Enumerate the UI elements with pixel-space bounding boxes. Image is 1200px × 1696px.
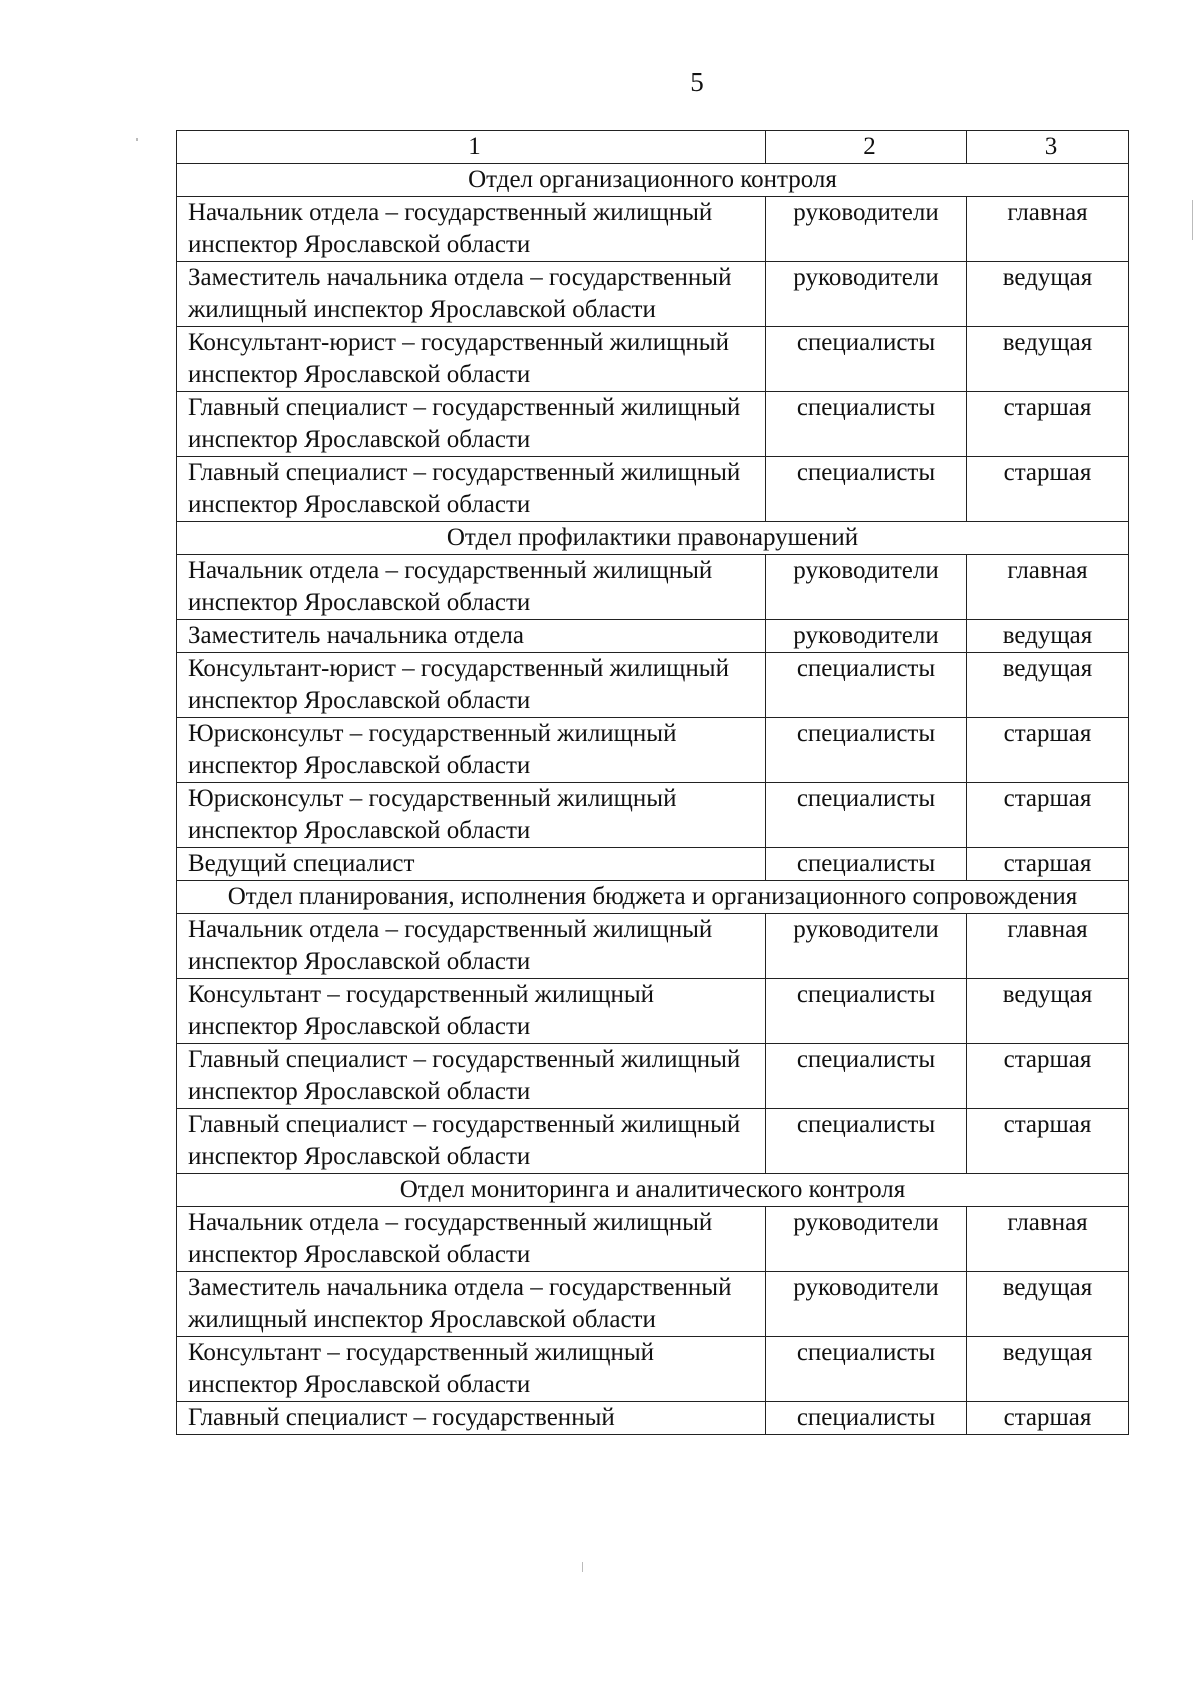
table-row — [177, 1109, 1129, 1174]
category-cell: старшая — [967, 718, 1129, 783]
category-cell: старшая — [967, 848, 1129, 881]
group-cell: специалисты — [766, 392, 967, 457]
department-title: Отдел профилактики правонарушений — [177, 522, 1129, 555]
category-cell: ведущая — [967, 653, 1129, 718]
position-cell: Консультант – государственный жилищный инспектор Ярославской области — [177, 979, 766, 1044]
category-cell: ведущая — [967, 1337, 1129, 1402]
section-header-row — [177, 881, 1129, 914]
position-cell: Юрисконсульт – государственный жилищный инспектор Ярославской области — [177, 783, 766, 848]
column-3-header: 3 — [967, 131, 1129, 164]
scan-speck — [582, 1562, 583, 1572]
category-cell: старшая — [967, 1044, 1129, 1109]
table-row — [177, 718, 1129, 783]
position-cell: Ведущий специалист — [177, 848, 766, 881]
group-cell: руководители — [766, 197, 967, 262]
position-cell: Главный специалист – государственный жилищный инспектор Ярославской области — [177, 457, 766, 522]
position-cell: Юрисконсульт – государственный жилищный инспектор Ярославской области — [177, 718, 766, 783]
category-cell: ведущая — [967, 327, 1129, 392]
page-number: 5 — [690, 67, 704, 97]
group-cell: специалисты — [766, 1402, 967, 1435]
position-cell: Консультант – государственный жилищный инспектор Ярославской области — [177, 1337, 766, 1402]
table-row — [177, 848, 1129, 881]
group-cell: руководители — [766, 620, 967, 653]
position-cell: Заместитель начальника отдела — [177, 620, 766, 653]
category-cell: старшая — [967, 1109, 1129, 1174]
table-row — [177, 197, 1129, 262]
group-cell: специалисты — [766, 457, 967, 522]
category-cell: старшая — [967, 1402, 1129, 1435]
table-header-row — [177, 131, 1129, 164]
scan-speck — [136, 138, 138, 141]
category-cell: старшая — [967, 457, 1129, 522]
category-cell: ведущая — [967, 262, 1129, 327]
group-cell: специалисты — [766, 1044, 967, 1109]
position-cell: Консультант-юрист – государственный жилищный инспектор Ярославской области — [177, 653, 766, 718]
department-title: Отдел планирования, исполнения бюджета и организационного сопровождения — [177, 881, 1129, 914]
position-cell: Главный специалист – государственный жилищный инспектор Ярославской области — [177, 1109, 766, 1174]
category-cell: главная — [967, 197, 1129, 262]
position-cell: Главный специалист – государственный — [177, 1402, 766, 1435]
category-cell: главная — [967, 914, 1129, 979]
table-body — [177, 131, 1129, 1435]
table-row — [177, 979, 1129, 1044]
table-row — [177, 392, 1129, 457]
position-cell: Консультант-юрист – государственный жилищный инспектор Ярославской области — [177, 327, 766, 392]
table-row — [177, 1337, 1129, 1402]
category-cell: ведущая — [967, 979, 1129, 1044]
position-cell: Главный специалист – государственный жилищный инспектор Ярославской области — [177, 1044, 766, 1109]
group-cell: специалисты — [766, 783, 967, 848]
group-cell: специалисты — [766, 653, 967, 718]
position-cell: Начальник отдела – государственный жилищный инспектор Ярославской области — [177, 197, 766, 262]
table-row — [177, 1272, 1129, 1337]
category-cell: главная — [967, 555, 1129, 620]
category-cell: ведущая — [967, 1272, 1129, 1337]
table-row — [177, 327, 1129, 392]
table-row — [177, 1044, 1129, 1109]
section-header-row — [177, 164, 1129, 197]
group-cell: руководители — [766, 1272, 967, 1337]
section-header-row — [177, 522, 1129, 555]
table-row — [177, 1402, 1129, 1435]
group-cell: специалисты — [766, 718, 967, 783]
position-cell: Заместитель начальника отдела – государственный жилищный инспектор Ярославской области — [177, 1272, 766, 1337]
category-cell: старшая — [967, 392, 1129, 457]
position-cell: Начальник отдела – государственный жилищный инспектор Ярославской области — [177, 1207, 766, 1272]
position-cell: Главный специалист – государственный жилищный инспектор Ярославской области — [177, 392, 766, 457]
table-row — [177, 914, 1129, 979]
department-title: Отдел мониторинга и аналитического контроля — [177, 1174, 1129, 1207]
table-row — [177, 783, 1129, 848]
column-1-header: 1 — [177, 131, 766, 164]
category-cell: старшая — [967, 783, 1129, 848]
group-cell: руководители — [766, 555, 967, 620]
section-header-row — [177, 1174, 1129, 1207]
category-cell: главная — [967, 1207, 1129, 1272]
table-row — [177, 262, 1129, 327]
category-cell: ведущая — [967, 620, 1129, 653]
table-row — [177, 457, 1129, 522]
group-cell: специалисты — [766, 1109, 967, 1174]
table-row — [177, 653, 1129, 718]
group-cell: специалисты — [766, 1337, 967, 1402]
position-cell: Начальник отдела – государственный жилищный инспектор Ярославской области — [177, 555, 766, 620]
table-row — [177, 620, 1129, 653]
group-cell: специалисты — [766, 848, 967, 881]
group-cell: руководители — [766, 262, 967, 327]
scan-speck — [1192, 200, 1193, 240]
table-row — [177, 555, 1129, 620]
group-cell: руководители — [766, 914, 967, 979]
table-row — [177, 1207, 1129, 1272]
department-title: Отдел организационного контроля — [177, 164, 1129, 197]
position-cell: Заместитель начальника отдела – государственный жилищный инспектор Ярославской области — [177, 262, 766, 327]
group-cell: специалисты — [766, 979, 967, 1044]
column-2-header: 2 — [766, 131, 967, 164]
group-cell: руководители — [766, 1207, 967, 1272]
staff-positions-table — [176, 130, 1129, 1435]
position-cell: Начальник отдела – государственный жилищный инспектор Ярославской области — [177, 914, 766, 979]
group-cell: специалисты — [766, 327, 967, 392]
